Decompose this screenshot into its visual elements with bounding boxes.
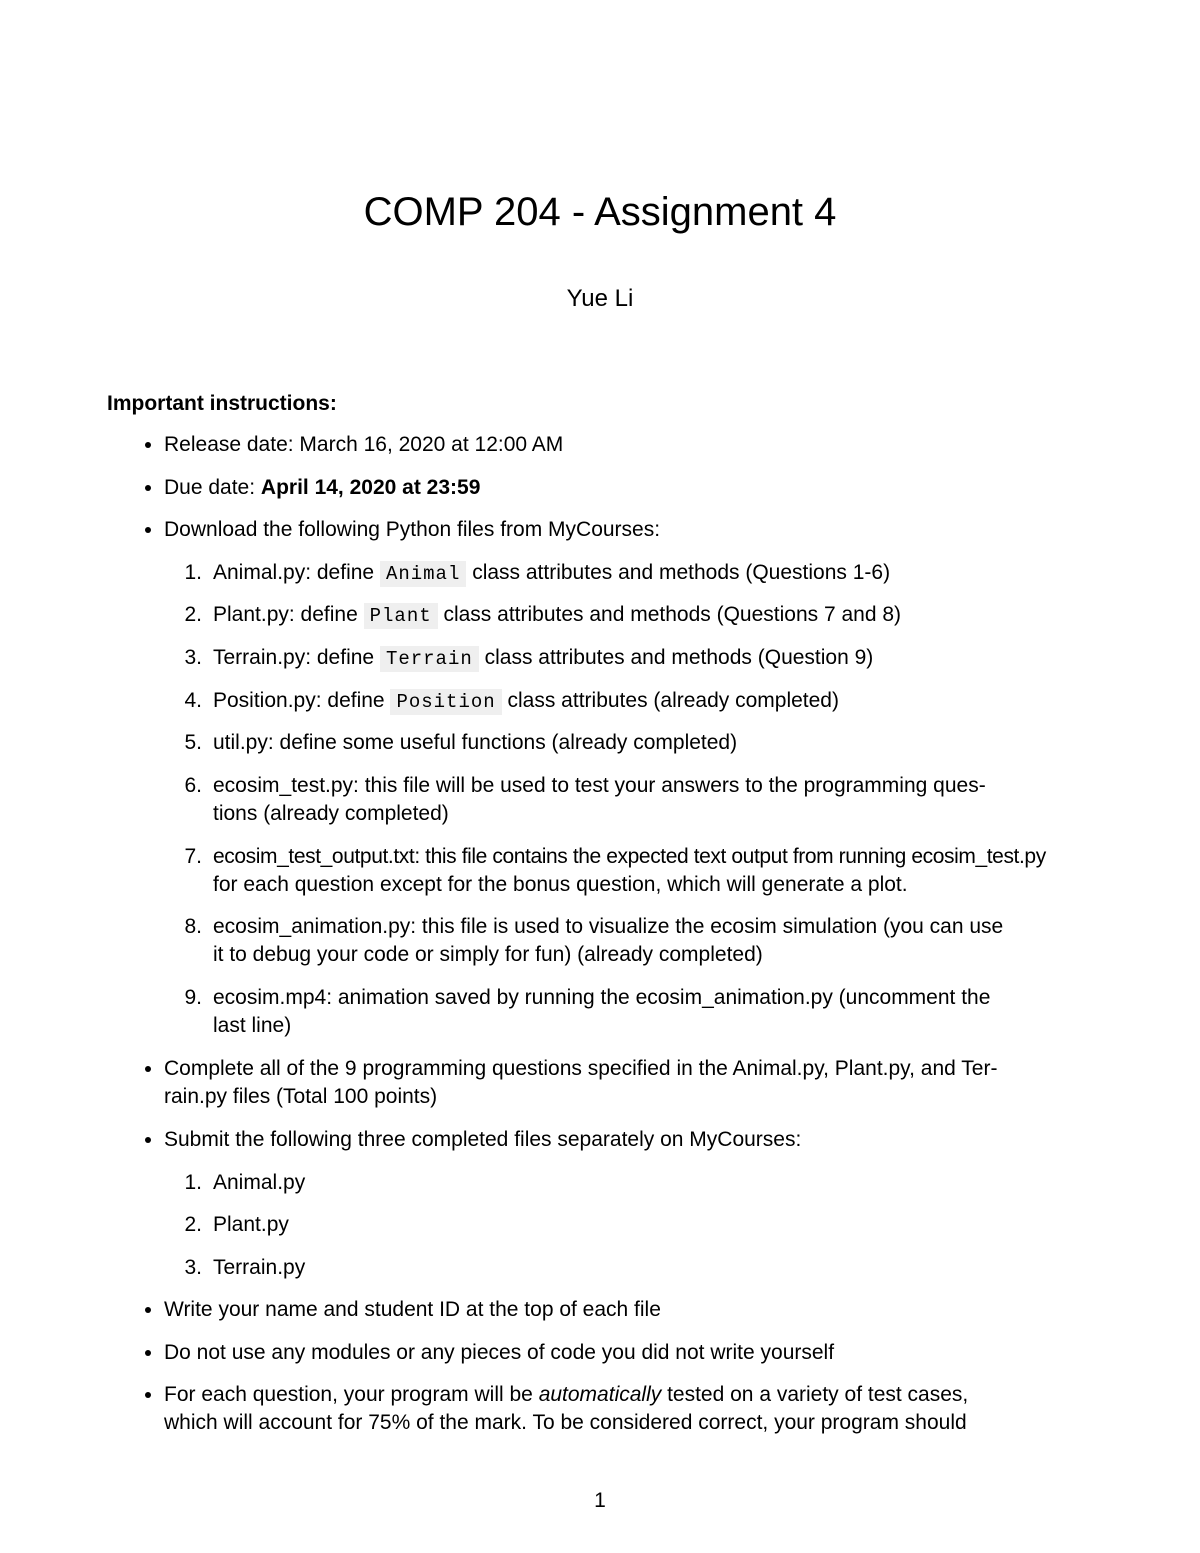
list-number: 5. (184, 731, 202, 754)
list-item: ecosim_test.py: this file will be used to test your answers to the programming ques- (213, 774, 986, 797)
bullet-marker (145, 1137, 151, 1143)
list-item-continued: last line) (213, 1014, 292, 1037)
bullet-marker (145, 1350, 151, 1356)
auto-test-text: For each question, your program will be automatically tested on a variety of test cases, (164, 1383, 969, 1406)
code-snippet: Plant (364, 603, 438, 629)
name-id-text: Write your name and student ID at the top of each file (164, 1298, 661, 1321)
page-number: 1 (594, 1489, 606, 1512)
list-number: 1. (184, 561, 202, 584)
list-item: Animal.py (213, 1171, 306, 1194)
document-author: Yue Li (566, 285, 634, 312)
list-number: 1. (184, 1171, 202, 1194)
list-number: 4. (184, 689, 202, 712)
code-snippet: Animal (380, 561, 466, 587)
list-number: 8. (184, 915, 202, 938)
due-date-text (164, 474, 480, 502)
due-date-value: April 14, 2020 at 23:59 (260, 476, 481, 499)
release-date-text: Release date: March 16, 2020 at 12:00 AM (164, 433, 564, 456)
list-number: 3. (184, 1256, 202, 1279)
download-text: Download the following Python files from MyCourses: (164, 518, 661, 541)
list-number: 3. (184, 646, 202, 669)
complete-text: Complete all of the 9 programming questions specified in the Animal.py, Plant.py, and Ter- (164, 1057, 998, 1080)
modules-text: Do not use any modules or any pieces of code you did not write yourself (164, 1341, 835, 1364)
emphasis-text: automatically (538, 1383, 662, 1406)
list-item: ecosim.mp4: animation saved by running the ecosim_animation.py (uncomment the (213, 986, 991, 1009)
list-item: Terrain.py (213, 1256, 306, 1279)
bullet-marker (145, 485, 151, 491)
list-number: 2. (184, 1213, 202, 1236)
list-item: Animal.py: define Animal class attributes and methods (Questions 1-6) (213, 561, 891, 585)
bullet-marker (145, 527, 151, 533)
list-item: ecosim_animation.py: this file is used to visualize the ecosim simulation (you can use (213, 915, 1004, 938)
complete-text-continued: rain.py files (Total 100 points) (164, 1085, 438, 1108)
list-item: ecosim_test_output.txt: this file contains the expected text output from running ecosim_test.py (213, 845, 1046, 868)
bullet-marker (145, 442, 151, 448)
list-number: 9. (184, 986, 202, 1009)
list-item-continued: tions (already completed) (213, 802, 449, 825)
document-title: COMP 204 - Assignment 4 (363, 190, 837, 234)
bullet-marker (145, 1066, 151, 1072)
instructions-heading: Important instructions: (107, 392, 337, 415)
list-number: 6. (184, 774, 202, 797)
bullet-marker (145, 1392, 151, 1398)
submit-text: Submit the following three completed files separately on MyCourses: (164, 1128, 802, 1151)
code-snippet: Terrain (380, 646, 479, 672)
list-item: Plant.py: define Plant class attributes and methods (Questions 7 and 8) (213, 603, 902, 627)
list-item: Position.py: define Position class attributes (already completed) (213, 689, 839, 713)
list-item-continued: for each question except for the bonus question, which will generate a plot. (213, 873, 908, 896)
list-item: util.py: define some useful functions (already completed) (213, 731, 738, 754)
list-number: 7. (184, 845, 202, 868)
list-item-continued: it to debug your code or simply for fun) (already completed) (213, 943, 763, 966)
code-snippet: Position (390, 689, 501, 715)
list-item: Terrain.py: define Terrain class attributes and methods (Question 9) (213, 646, 874, 670)
due-date-label: Due date: (164, 476, 261, 499)
bullet-marker (145, 1307, 151, 1313)
list-item: Plant.py (213, 1213, 289, 1236)
auto-test-text-continued: which will account for 75% of the mark. To be considered correct, your program should (164, 1411, 967, 1434)
list-number: 2. (184, 603, 202, 626)
